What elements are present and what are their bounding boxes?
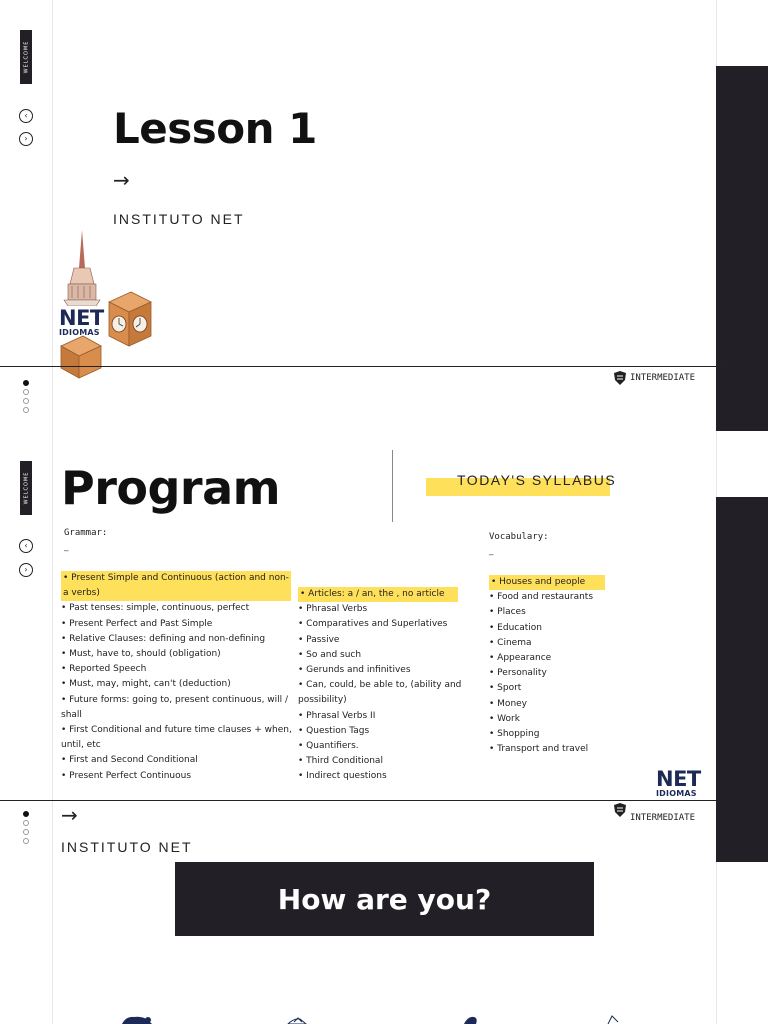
list-item: • Quantifiers. bbox=[298, 741, 359, 752]
list-item: • Houses and people bbox=[489, 575, 605, 590]
list-item: • Must, may, might, can't (deduction) bbox=[61, 679, 231, 690]
list-item: • Education bbox=[489, 622, 542, 633]
list-item: • Sport bbox=[489, 683, 522, 694]
list-item: • Question Tags bbox=[298, 725, 370, 736]
lesson-title: Lesson 1 bbox=[113, 104, 317, 153]
chevron-left-icon: ‹ bbox=[24, 111, 28, 120]
grammar-dash: _ bbox=[64, 542, 69, 552]
people-illustration bbox=[118, 1012, 638, 1024]
list-item: • Cinema bbox=[489, 637, 532, 648]
slide-indicator-dot[interactable] bbox=[23, 389, 29, 395]
chevron-right-icon: › bbox=[24, 565, 28, 574]
list-item: • Indirect questions bbox=[298, 771, 387, 782]
list-item: • Present Perfect and Past Simple bbox=[61, 618, 213, 629]
list-item: • Comparatives and Superlatives bbox=[298, 619, 448, 630]
slide-indicator-dot[interactable] bbox=[23, 398, 29, 404]
how-are-you-banner: How are you? bbox=[175, 862, 594, 936]
list-item: • Future forms: going to, present continuous, will / shall bbox=[61, 694, 289, 720]
title-divider bbox=[392, 450, 393, 522]
vocabulary-dash: _ bbox=[489, 546, 494, 556]
list-item: • Work bbox=[489, 713, 520, 724]
net-idiomas-logo: NET IDIOMAS bbox=[59, 306, 104, 337]
slide-indicator-dot[interactable] bbox=[23, 820, 29, 826]
slide-indicator-dot[interactable] bbox=[23, 829, 29, 835]
shield-icon bbox=[614, 371, 626, 385]
list-item: • Passive bbox=[298, 634, 340, 645]
welcome-tag: WELCOME bbox=[20, 30, 32, 84]
list-item: • Personality bbox=[489, 668, 547, 679]
next-slide-button[interactable] bbox=[19, 132, 33, 146]
slide-indicator-dot[interactable] bbox=[23, 380, 29, 386]
vocabulary-list bbox=[489, 575, 617, 757]
list-item: • Can, could, be able to, (ability and possibility) bbox=[298, 680, 462, 706]
dark-side-panel bbox=[716, 497, 768, 862]
grammar-list-2 bbox=[298, 587, 466, 785]
list-item: • Transport and travel bbox=[489, 744, 589, 755]
arrow-icon: → bbox=[61, 803, 78, 827]
list-item: • Present Perfect Continuous bbox=[61, 770, 192, 781]
list-item: • Shopping bbox=[489, 729, 540, 740]
welcome-tag: WELCOME bbox=[20, 461, 32, 515]
next-slide-button[interactable] bbox=[19, 563, 33, 577]
list-item: • Past tenses: simple, continuous, perfect bbox=[61, 603, 250, 614]
vocabulary-heading: Vocabulary: bbox=[489, 532, 549, 542]
net-idiomas-logo: NET IDIOMAS bbox=[656, 767, 701, 798]
grammar-list bbox=[61, 571, 297, 784]
grammar-heading: Grammar: bbox=[64, 528, 108, 538]
list-item: • Must, have to, should (obligation) bbox=[61, 649, 221, 660]
previous-slide-button[interactable] bbox=[19, 109, 33, 123]
list-item: • Third Conditional bbox=[298, 756, 383, 767]
previous-slide-button[interactable] bbox=[19, 539, 33, 553]
level-badge: INTERMEDIATE bbox=[614, 803, 695, 823]
arrow-icon: → bbox=[113, 168, 130, 192]
list-item: • First Conditional and future time clauses + when, until, etc bbox=[61, 725, 292, 751]
level-badge: INTERMEDIATE bbox=[614, 371, 695, 385]
institute-name: INSTITUTO NET bbox=[113, 211, 245, 227]
list-item: • Gerunds and infinitives bbox=[298, 665, 411, 676]
syllabus-heading: TODAY'S SYLLABUS bbox=[457, 472, 617, 488]
program-title: Program bbox=[61, 461, 281, 515]
list-item: • Money bbox=[489, 698, 528, 709]
slide-divider bbox=[0, 366, 724, 367]
list-item: • So and such bbox=[298, 649, 362, 660]
shield-icon bbox=[614, 803, 626, 817]
slide-indicator-dot[interactable] bbox=[23, 838, 29, 844]
list-item: • Appearance bbox=[489, 653, 552, 664]
left-rail bbox=[52, 0, 53, 1024]
slide-indicator-dot[interactable] bbox=[23, 811, 29, 817]
dark-side-panel bbox=[716, 66, 768, 431]
list-item: • Phrasal Verbs II bbox=[298, 710, 376, 721]
list-item: • Places bbox=[489, 607, 526, 618]
chevron-left-icon: ‹ bbox=[24, 541, 28, 550]
slide-divider bbox=[0, 800, 716, 801]
institute-name: INSTITUTO NET bbox=[61, 839, 193, 855]
list-item: • Articles: a / an, the , no article bbox=[298, 587, 458, 602]
list-item: • Reported Speech bbox=[61, 664, 147, 675]
list-item: • Relative Clauses: defining and non-defining bbox=[61, 633, 266, 644]
list-item: • Food and restaurants bbox=[489, 592, 594, 603]
clock-tower-illustration bbox=[55, 228, 155, 380]
chevron-right-icon: › bbox=[24, 134, 28, 143]
slide-indicator-dot[interactable] bbox=[23, 407, 29, 413]
list-item: • Present Simple and Continuous (action and non-a verbs) bbox=[61, 571, 291, 601]
list-item: • First and Second Conditional bbox=[61, 755, 198, 766]
list-item: • Phrasal Verbs bbox=[298, 604, 368, 615]
